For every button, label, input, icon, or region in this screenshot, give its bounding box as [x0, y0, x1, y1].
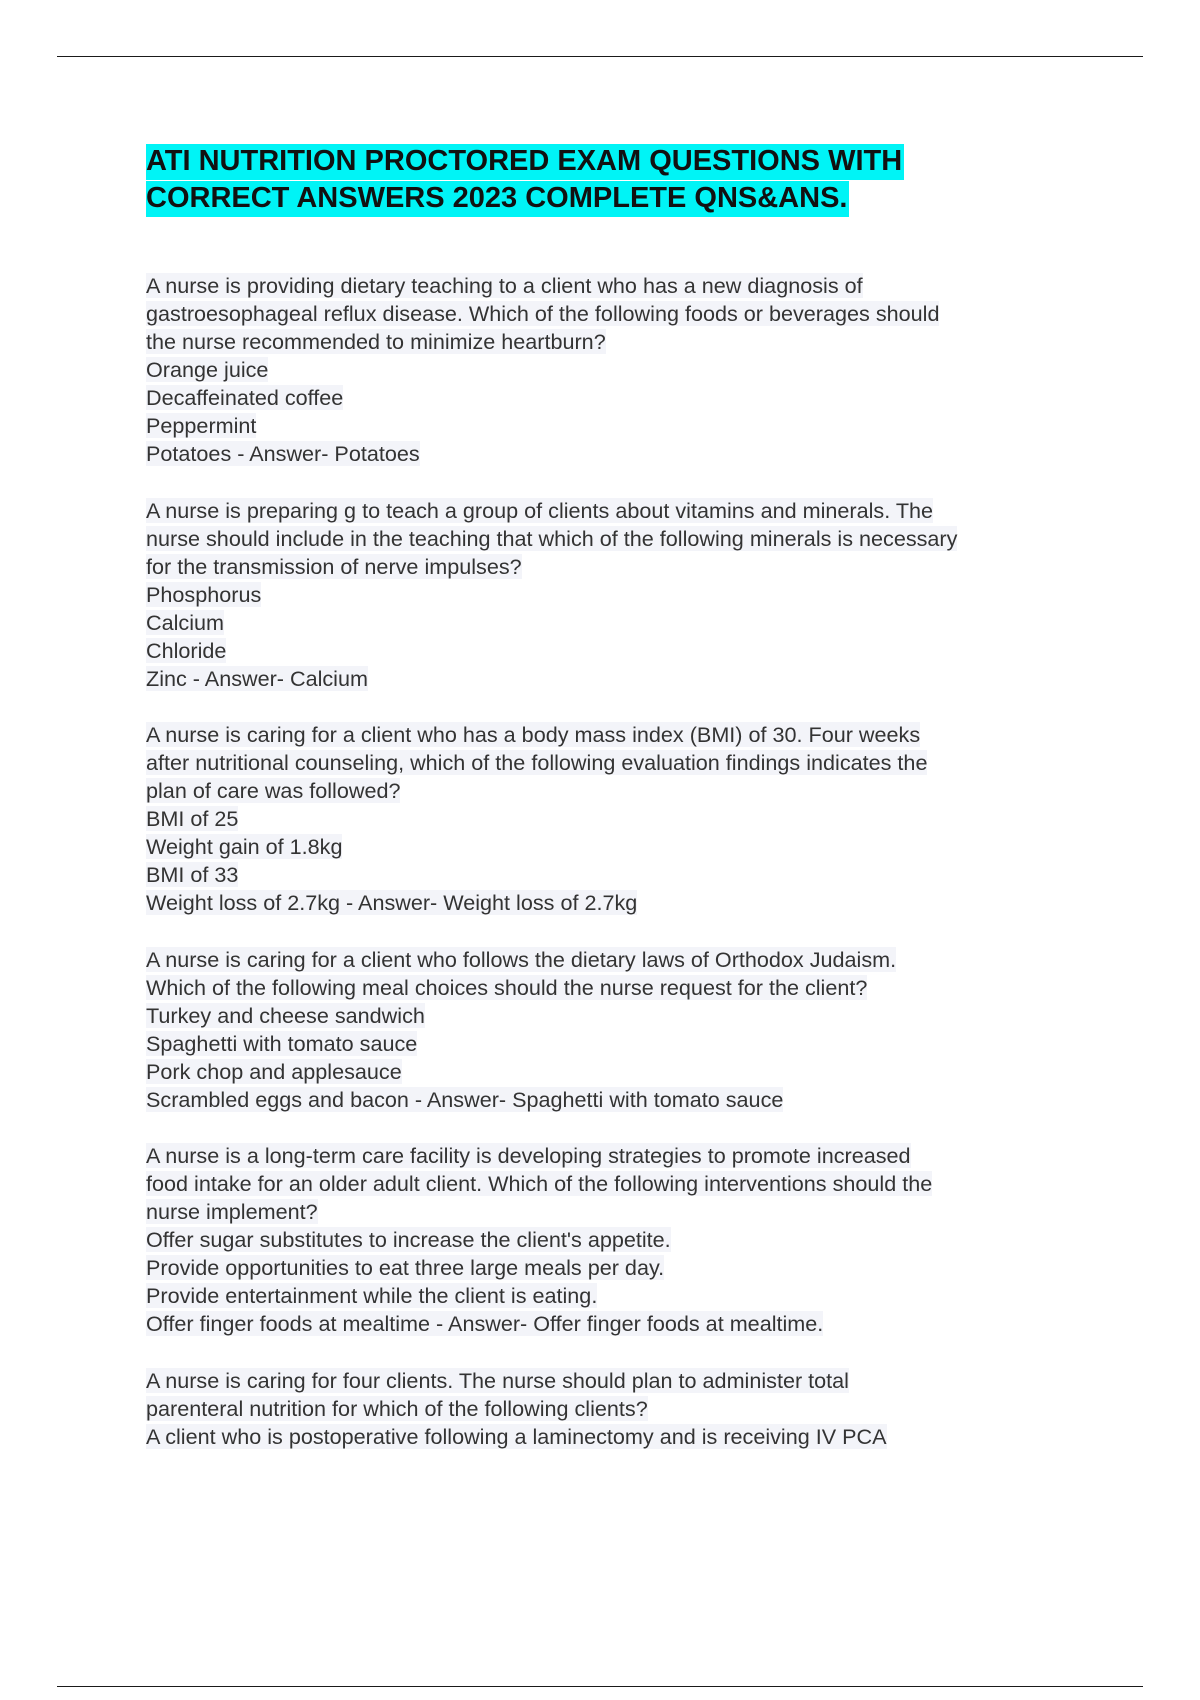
answer-option: Orange juice: [146, 357, 269, 382]
question-stem-line: plan of care was followed?: [146, 778, 401, 803]
question-stem-line: A nurse is caring for a client who follows the dietary laws of Orthodox Judaism.: [146, 946, 897, 972]
question-block-5: [146, 1142, 1106, 1338]
question-block-6: [146, 1367, 1106, 1451]
question-stem-line: gastroesophageal reflux disease. Which of the following foods or beverages should: [146, 301, 940, 326]
question-stem-line: parenteral nutrition for which of the following clients?: [146, 1395, 648, 1421]
answer-option-with-answer: Offer finger foods at mealtime - Answer- Offer finger foods at mealtime.: [146, 1311, 824, 1336]
header-rule: [57, 56, 1143, 57]
answer-option: Calcium: [146, 609, 224, 635]
answer-option: Phosphorus: [146, 581, 262, 607]
answer-option: Turkey and cheese sandwich: [146, 1002, 425, 1028]
question-stem-line: A nurse is providing dietary teaching to a client who has a new diagnosis of: [146, 273, 863, 298]
question-stem-line: the nurse recommended to minimize heartburn?: [146, 329, 606, 354]
question-stem-line: A nurse is a long-term care facility is developing strategies to promote increased: [146, 1143, 911, 1168]
answer-option: Chloride: [146, 637, 227, 663]
answer-option: Decaffeinated coffee: [146, 385, 344, 410]
answer-option-with-answer: Scrambled eggs and bacon - Answer- Spaghetti with tomato sauce: [146, 1086, 784, 1112]
document-title: [146, 143, 1106, 217]
answer-option: BMI of 25: [146, 806, 239, 831]
question-block-1: [146, 272, 1106, 468]
answer-option: Offer sugar substitutes to increase the client's appetite.: [146, 1227, 671, 1252]
question-stem-line: A nurse is caring for a client who has a body mass index (BMI) of 30. Four weeks: [146, 722, 921, 747]
answer-option: Spaghetti with tomato sauce: [146, 1030, 418, 1056]
answer-option: Pork chop and applesauce: [146, 1058, 402, 1084]
question-list: [146, 272, 1106, 1451]
answer-option: Provide entertainment while the client is eating.: [146, 1283, 598, 1308]
question-block-3: [146, 721, 1106, 917]
question-stem-line: A nurse is caring for four clients. The nurse should plan to administer total: [146, 1367, 849, 1393]
answer-option-with-answer: Zinc - Answer- Calcium: [146, 665, 368, 691]
answer-option: Peppermint: [146, 413, 257, 438]
answer-option-with-answer: Weight loss of 2.7kg - Answer- Weight loss of 2.7kg: [146, 890, 638, 915]
answer-option: BMI of 33: [146, 862, 239, 887]
answer-option: Provide opportunities to eat three large meals per day.: [146, 1255, 665, 1280]
question-stem-line: nurse implement?: [146, 1199, 318, 1224]
question-stem-line: after nutritional counseling, which of the following evaluation findings indicates the: [146, 750, 928, 775]
question-stem-line: nurse should include in the teaching that which of the following minerals is necessary: [146, 525, 958, 551]
question-block-2: [146, 497, 1106, 693]
answer-option: A client who is postoperative following a laminectomy and is receiving IV PCA: [146, 1423, 887, 1449]
document-title-line-2: CORRECT ANSWERS 2023 COMPLETE QNS&ANS.: [146, 181, 849, 217]
footer-rule: [57, 1686, 1143, 1687]
question-stem-line: Which of the following meal choices should the nurse request for the client?: [146, 974, 868, 1000]
question-block-4: [146, 946, 1106, 1114]
question-stem-line: food intake for an older adult client. Which of the following interventions should the: [146, 1171, 933, 1196]
document-page: [146, 143, 1106, 1479]
answer-option-with-answer: Potatoes - Answer- Potatoes: [146, 441, 420, 466]
answer-option: Weight gain of 1.8kg: [146, 834, 343, 859]
document-title-line-1: ATI NUTRITION PROCTORED EXAM QUESTIONS WITH: [146, 144, 904, 180]
question-stem-line: for the transmission of nerve impulses?: [146, 553, 522, 579]
question-stem-line: A nurse is preparing g to teach a group of clients about vitamins and minerals. The: [146, 497, 934, 523]
